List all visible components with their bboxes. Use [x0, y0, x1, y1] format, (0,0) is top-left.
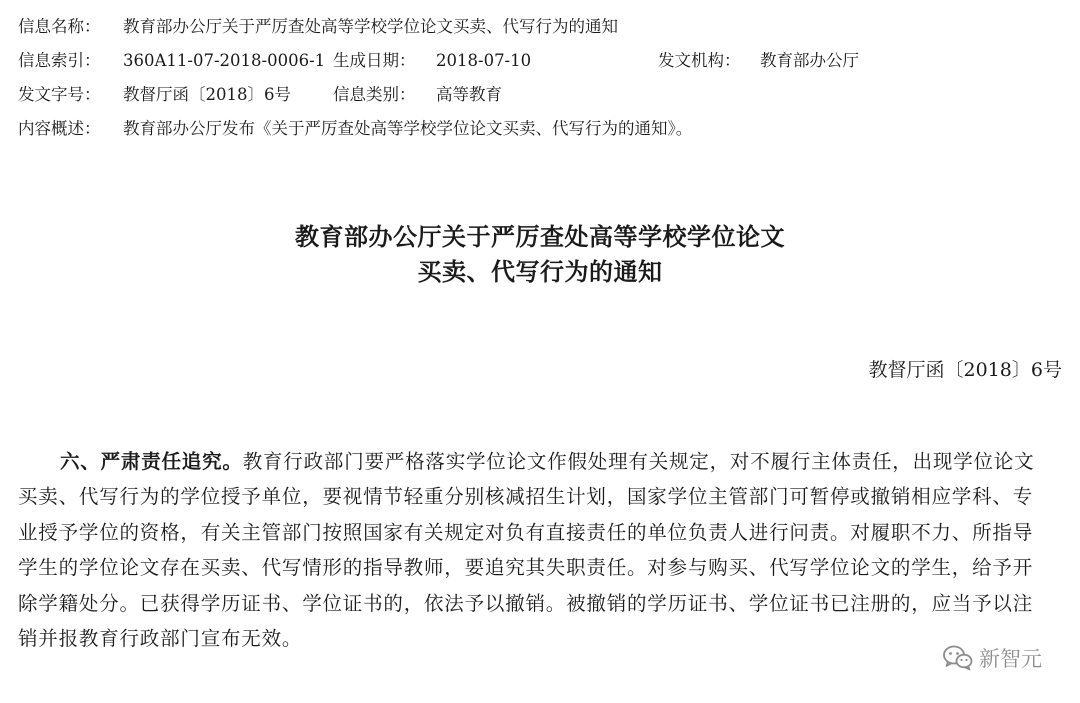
watermark: [943, 643, 1042, 673]
document-title: [0, 220, 1080, 290]
date-label: 生成日期：: [333, 51, 416, 70]
body-line-6: 销并报教育行政部门宣布无效。: [18, 626, 303, 650]
info-name-label: 信息名称：: [18, 17, 101, 36]
body-line-2: 买卖、代写行为的学位授予单位，要视情节轻重分别核减招生计划，国家学位主管部门可暂停或撤销相应学科、专: [18, 485, 1034, 509]
watermark-text: 新智元: [979, 647, 1042, 671]
title-line-2: 买卖、代写行为的通知: [417, 258, 663, 286]
doc-no-value: 教督厅函〔2018〕6号: [123, 85, 291, 104]
doc-no-label: 发文字号：: [18, 85, 101, 104]
title-line-1: 教育部办公厅关于严厉查处高等学校学位论文: [295, 223, 785, 251]
body-line-3: 业授予学位的资格，有关主管部门按照国家有关规定对负有直接责任的单位负责人进行问责。对履职不力、所指导: [18, 520, 1034, 544]
document-number: 教督厅函〔2018〕6号: [868, 359, 1062, 381]
issuer-value: 教育部办公厅: [760, 51, 859, 70]
body-line-1-text: 教育行政部门要严格落实学位论文作假处理有关规定，对不履行主体责任，出现学位论文: [242, 450, 1035, 473]
category-value: 高等教育: [436, 85, 502, 104]
date-value: 2018-07-10: [436, 51, 532, 70]
body-line-4: 学生的学位论文存在买卖、代写情形的指导教师，要追究其失职责任。对参与购买、代写学位论文的学生，给予开: [18, 556, 1034, 580]
body-paragraph: [18, 444, 1064, 656]
summary-label: 内容概述：: [18, 119, 101, 138]
body-line-1: [18, 444, 1064, 479]
info-name-value: 教育部办公厅关于严厉查处高等学校学位论文买卖、代写行为的通知: [123, 17, 618, 36]
body-line-5: 除学籍处分。已获得学历证书、学位证书的，依法予以撤销。被撤销的学历证书、学位证书已注册的，应当予以注: [18, 591, 1034, 615]
wechat-icon: [943, 645, 973, 671]
index-label: 信息索引：: [18, 51, 101, 70]
section-heading: 六、严肃责任追究。: [60, 450, 243, 473]
issuer-label: 发文机构：: [658, 51, 741, 70]
category-label: 信息类别：: [333, 85, 416, 104]
index-value: 360A11-07-2018-0006-1: [123, 51, 326, 70]
summary-value: 教育部办公厅发布《关于严厉查处高等学校学位论文买卖、代写行为的通知》。: [123, 119, 693, 138]
